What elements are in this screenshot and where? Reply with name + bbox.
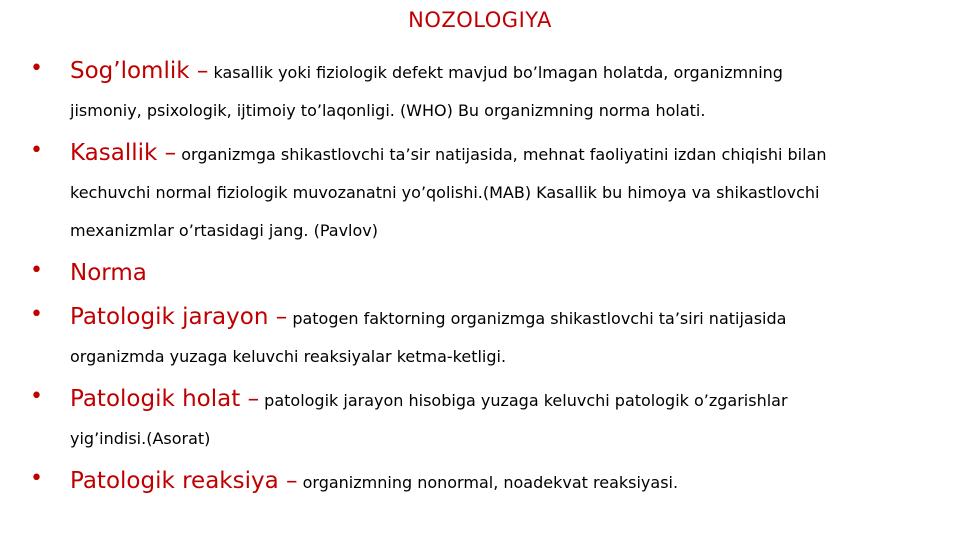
list-item: [0, 52, 960, 130]
bullet-icon: •: [30, 384, 43, 409]
bullet-icon: •: [30, 138, 43, 163]
definition-text: yig’indisi.(Asorat): [70, 429, 211, 448]
list-item: [0, 254, 960, 294]
item-line: [70, 254, 920, 294]
term-patologik-reaksiya: Patologik reaksiya –: [70, 468, 298, 494]
item-line: [70, 298, 920, 338]
bullet-icon: •: [30, 302, 43, 327]
term-patologik-holat: Patologik holat –: [70, 386, 260, 412]
definition-text: organizmga shikastlovchi ta’sir natijasida, mehnat faoliyatini izdan chiqishi bilan: [181, 145, 827, 164]
slide-title: NOZOLOGIYA: [408, 8, 552, 32]
item-line: [70, 462, 920, 502]
item-line: [70, 134, 920, 174]
list-item: [0, 134, 960, 250]
list-item: [0, 380, 960, 458]
item-line: [70, 420, 920, 458]
definition-list: [0, 52, 960, 506]
term-patologik-jarayon: Patologik jarayon –: [70, 304, 288, 330]
definition-text: mexanizmlar o’rtasidagi jang. (Pavlov): [70, 221, 378, 240]
item-line: [70, 52, 920, 92]
definition-text: organizmning nonormal, noadekvat reaksiyasi.: [302, 473, 679, 492]
item-line: [70, 174, 920, 212]
definition-text: organizmda yuzaga keluvchi reaksiyalar ketma-ketligi.: [70, 347, 507, 366]
definition-text: kechuvchi normal fiziologik muvozanatni yo’qolishi.(MAB) Kasallik bu himoya va shikastlovchi: [70, 183, 820, 202]
definition-text: kasallik yoki fiziologik defekt mavjud bo’lmagan holatda, organizmning: [213, 63, 783, 82]
term-kasallik: Kasallik –: [70, 140, 177, 166]
definition-text: patogen faktorning organizmga shikastlovchi ta’siri natijasida: [292, 309, 787, 328]
item-line: [70, 212, 920, 250]
list-item: [0, 298, 960, 376]
term-norma: Norma: [70, 260, 147, 286]
item-line: [70, 338, 920, 376]
item-line: [70, 92, 920, 130]
term-soglomlik: Sog’lomlik –: [70, 58, 209, 84]
definition-text: jismoniy, psixologik, ijtimoiy to’laqonligi. (WHO) Bu organizmning norma holati.: [70, 101, 706, 120]
bullet-icon: •: [30, 56, 43, 81]
item-line: [70, 380, 920, 420]
list-item: [0, 462, 960, 502]
bullet-icon: •: [30, 466, 43, 491]
bullet-icon: •: [30, 258, 43, 283]
definition-text: patologik jarayon hisobiga yuzaga keluvchi patologik o’zgarishlar: [264, 391, 788, 410]
